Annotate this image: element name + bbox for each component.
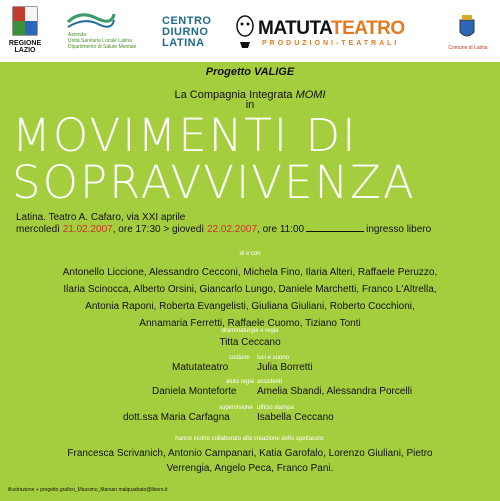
dates-line <box>16 224 431 235</box>
cast-line-4: Annamaria Ferretti, Raffaele Cuomo, Tiziano Tonti <box>139 318 361 329</box>
date-1: 21.02.2007 <box>62 224 113 235</box>
luci-label: luci e suono <box>257 355 290 361</box>
progetto: Progetto VALIGE <box>205 66 295 78</box>
drammaturgia: Titta Ceccano <box>219 337 281 348</box>
aiuto: Daniela Monteforte <box>152 386 237 397</box>
centro-diurno-logo <box>162 16 211 49</box>
title-line-2: SOPRAVVIVENZA <box>12 156 416 209</box>
collaborato-line-1: Francesca Scrivanich, Antonio Campanari, Katia Garofalo, Lorenzo Giuliani, Pietro <box>67 448 433 459</box>
venue: Latina. Teatro A. Cafaro, via XXI aprile <box>16 212 186 223</box>
compagnia-in: in <box>245 99 255 111</box>
collaborato-list <box>0 446 500 476</box>
logo-strip <box>0 0 500 62</box>
matuta-wordmark <box>258 18 405 40</box>
compagnia-name: MOMI <box>295 89 326 101</box>
asl-logo-icon <box>66 8 116 30</box>
matuta-main: MATUTA <box>258 18 331 39</box>
compagnia-prefix: La Compagnia Integrata <box>174 89 296 101</box>
luci: Julia Borretti <box>257 362 313 373</box>
comune-label: Comune di Latina <box>448 45 488 51</box>
collaborato-label: hanno inoltre collaborato alla creazione dello spettacolo: <box>175 436 325 442</box>
asl-label <box>68 32 148 50</box>
stampa-label: ufficio stampa <box>257 405 294 411</box>
cast-line-2: Ilaria Scinocca, Alberto Orsini, Giancarlo Lungo, Daniele Marchetti, Franco L'Altrella, <box>63 284 437 295</box>
matuta-subtitle: PRODUZIONI-TEATRALI <box>262 40 400 47</box>
costumi: Matutateatro <box>172 362 229 373</box>
cast-line-1: Antonello Liccione, Alessandro Cecconi, Michela Fino, Ilaria Alteri, Raffaele Peruzzo, <box>62 267 438 278</box>
footer-credit: illustrazione + progetto grafico_Massimo_Marsan malquadrato@libero.it <box>8 487 168 493</box>
asl-line-2: Unità Sanitaria Locale Latina <box>68 38 132 44</box>
dates-divider <box>306 231 364 232</box>
drammaturgia-label: drammaturgia e regia <box>221 328 279 334</box>
centro-line-3: LATINA <box>162 37 205 49</box>
time-1: , ore 17:30 > giovedì <box>112 224 207 235</box>
day-1: mercoledì <box>16 224 63 235</box>
cast-list <box>0 264 500 332</box>
asl-line-1: Azienda <box>68 32 87 38</box>
centro-line-2: DIURNO <box>162 26 209 38</box>
supervisione-label: supervisione <box>219 405 253 411</box>
time-2: , ore 11:00 <box>257 224 305 235</box>
collaborato-line-2: Verrengia, Angelo Peca, Franco Pani. <box>166 463 334 474</box>
di-e-con: di e con <box>239 251 261 257</box>
assistenti: Amelia Sbandi, Alessandra Porcelli <box>257 386 413 397</box>
comune-crest-icon <box>457 14 477 42</box>
ingresso: ingresso libero <box>366 224 432 235</box>
title-line-1: MOVIMENTI DI <box>12 109 358 162</box>
stampa: Isabella Ceccano <box>257 412 334 423</box>
cast-line-3: Antonia Raponi, Roberta Evangelisti, Giuliana Giuliani, Roberto Cocchioni, <box>85 301 415 312</box>
regione-lazio-crest-icon <box>10 5 40 39</box>
regione-label: REGIONE LAZIO <box>8 40 42 54</box>
matuta-mask-icon <box>234 14 256 50</box>
costumi-label: costumi <box>229 355 250 361</box>
centro-line-1: CENTRO <box>162 15 212 27</box>
aiuto-label: aiuto regia <box>226 379 255 385</box>
matuta-accent: TEATRO <box>330 18 405 39</box>
date-2: 22.02.2007 <box>206 224 258 235</box>
supervisione: dott.ssa Maria Carfagna <box>123 412 230 423</box>
asl-line-3: Dipartimento di Salute Mentale <box>68 44 137 50</box>
assistenti-label: assistenti <box>257 379 283 385</box>
